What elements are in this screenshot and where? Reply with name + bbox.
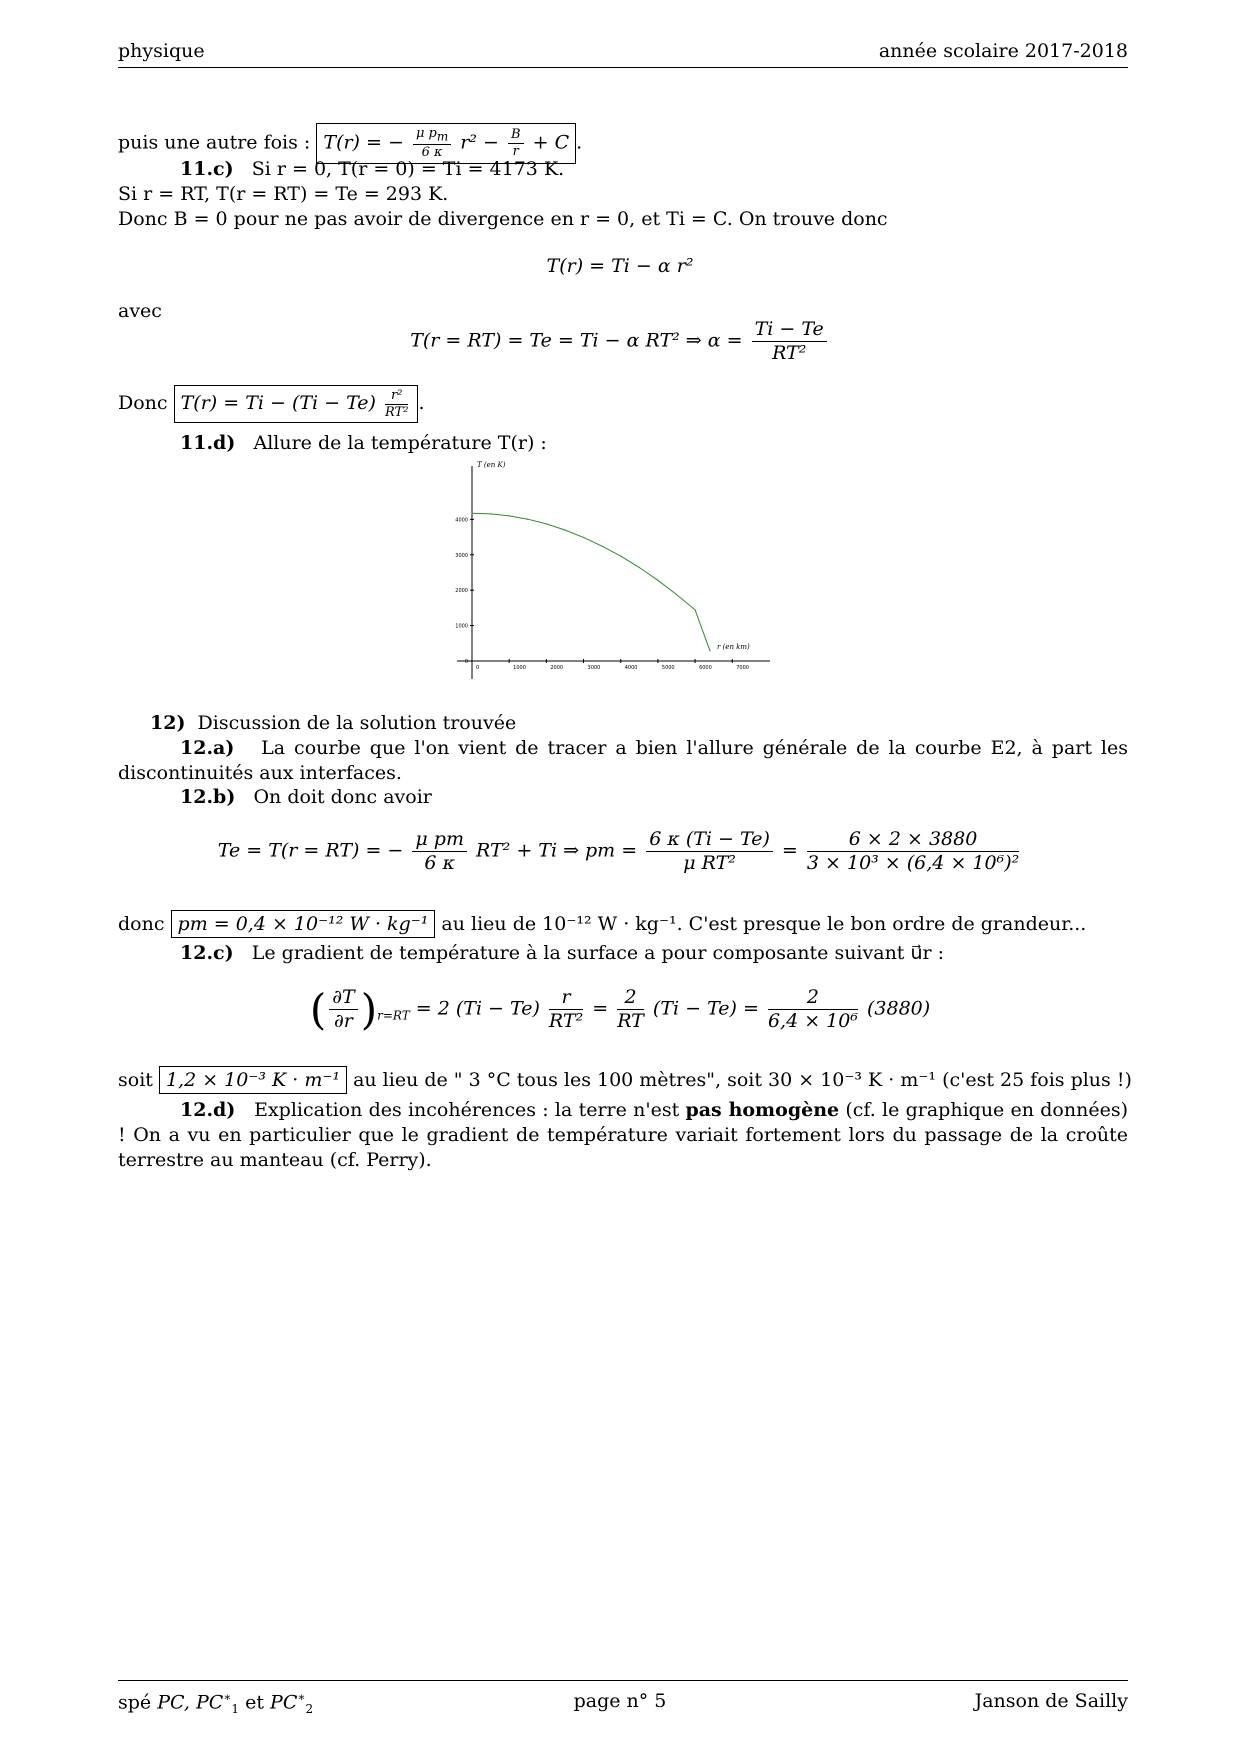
s12d-para: 12.d) Explication des incohérences : la terre n'est pas homogène (cf. le graphique en données) ! On a vu en particulier que le gradient de température variait fortement lors du passage de la croûte terrestre au manteau (cf. Perry). [118,1099,1128,1171]
s12b-result: donc pm = 0,4 × 10⁻¹² W · kg⁻¹ au lieu de 10⁻¹² W · kg⁻¹. C'est presque le bon ordre de grandeur... [118,910,1086,938]
data-point [657,580,658,581]
s12c-label: 12.c) [180,942,234,964]
y-tick-label: 1000 [455,623,468,630]
x-tick-label: 2000 [550,665,564,671]
x-tick-label: 1000 [513,665,526,671]
y-tick-label: 0 [464,659,468,665]
s11c-boxed-result: T(r) = Ti − (Ti − Te) $\frac{\text{r²}}{\text{RT²}}$ [174,385,419,423]
footer-left: spé PC, $PC^∗_1$ et $PC^∗_2$ [118,1690,314,1717]
y-tick-label: 4000 [455,517,468,524]
s11b-boxed-eq: T(r) = − $\frac{\mu p_m}{6 \kappa}$ r² − $\frac{B}{r}$ + C [316,123,576,164]
data-point [602,546,603,547]
frac-mu-pm: $\frac{\mu p_m}{6 \kappa}$ [413,126,451,161]
header-rule [118,67,1128,68]
x-axis-label: r (en km) [717,643,750,651]
s12c-line: 12.c) Le gradient de température à la surface a pour composante suivant u⃗r : [180,942,945,964]
x-tick-label: 3000 [587,665,601,671]
frac-r2: $\frac{\text{r²}}{\text{RT²}}$ [385,388,409,420]
s11c-line3: Donc B = 0 pour ne pas avoir de divergence en r = 0, et Ti = C. On trouve donc [118,208,888,230]
data-point [509,515,510,516]
s11d-line: 11.d) Allure de la température T(r) : [180,432,547,454]
y-tick-label: 2000 [455,588,468,595]
s12-title: 12) Discussion de la solution trouvée [150,712,517,734]
s11c-label: 11.c) [180,158,234,180]
s11c-result: Donc T(r) = Ti − (Ti − Te) $\frac{\text{r²}}{\text{RT²}}$ . [118,385,425,423]
s12d-label: 12.d) [180,1099,236,1121]
footer-rule [118,1680,1128,1681]
s11c-line1: 11.c) Si r = 0, T(r = 0) = Ti = 4173 K. [180,158,565,180]
temperature-chart [440,455,790,685]
s11c-line2: Si r = RT, T(r = RT) = Te = 293 K. [118,183,449,205]
x-tick-label: 0 [476,665,480,671]
frac-alpha: $\frac{Ti - Te}{\text{RT²}}$ [752,318,827,365]
footer-center: page n° 5 [573,1690,667,1712]
data-point [527,519,528,520]
s12c-eq: ( $\frac{\partial T}{\partial r}$ )$_{r=RT} = 2$ (Ti − Te) $\frac{r}{\text{RT²}}$ = $\frac{2}{RT}$ (Ti − Te) = $\frac{2}{\text{6,4 × 10⁶}}$ (3880) [309,985,931,1034]
header-left: physique [118,40,205,62]
header-right: année scolaire 2017-2018 [878,40,1128,62]
s12d-bold: pas homogène [685,1099,840,1121]
data-point [583,537,584,538]
x-tick-label: 5000 [661,665,675,671]
x-tick-label: 4000 [624,665,638,671]
s11b-lead: puis une autre fois : [118,131,311,154]
data-point [546,523,547,524]
s11c-eq2: T(r = RT) = Te = Ti − α RT² ⇒ α = $\frac{Ti - Te}{\text{RT²}}$ [0,318,1240,365]
frac-b-r: $\frac{B}{r}$ [508,127,524,159]
data-point [694,609,695,610]
s12c-result: soit 1,2 × 10⁻³ K · m⁻¹ au lieu de " 3 °C tous les 100 mètres", soit 30 × 10⁻³ K · m⁻¹ (c'est 25 fois plus !) [118,1066,1132,1094]
s12c-boxed-result: 1,2 × 10⁻³ K · m⁻¹ [159,1066,347,1094]
s12a-para: 12.a) La courbe que l'on vient de tracer a bien l'allure générale de la courbe E2, à part les discontinuités aux interfaces. [118,737,1129,784]
data-point [490,513,491,514]
data-point [471,513,472,514]
y-tick-label: 3000 [455,552,468,559]
s12b-eq: Te = T(r = RT) = − $\frac{\text{μ pm}}{6 \kappa}$ RT² + Ti ⇒ pm = $\frac{6 \kappa (Ti - Te)}{\text{μ RT²}}$ = $\frac{6 \times 2 \times 3880}{\text{3 × 10³ × (6,4 × 10⁶)²}}$ [217,828,1020,874]
s12b-label: 12.b) [180,786,236,808]
s12b-boxed-result: pm = 0,4 × 10⁻¹² W · kg⁻¹ [171,910,436,938]
series-line-t-r [472,513,710,650]
x-tick-label: 7000 [736,665,749,671]
data-point [676,594,677,595]
y-axis-label: T (en K) [477,461,506,469]
data-point [620,555,621,556]
data-point [639,567,640,568]
footer-right: Janson de Sailly [974,1690,1128,1712]
s11d-label: 11.d) [180,432,236,454]
data-point [564,529,565,530]
s12a-label: 12.a) [180,737,235,759]
s12b-line: 12.b) On doit donc avoir [180,786,432,808]
s11c-avec: avec [118,300,162,322]
data-point [709,650,710,651]
s11c-eq1: T(r) = Ti − α r² [546,255,694,277]
s11b-line: puis une autre fois : T(r) = − $\frac{\mu p_m}{6 \kappa}$ r² − $\frac{B}{r}$ + C . [118,123,582,164]
x-tick-label: 6000 [699,665,712,671]
